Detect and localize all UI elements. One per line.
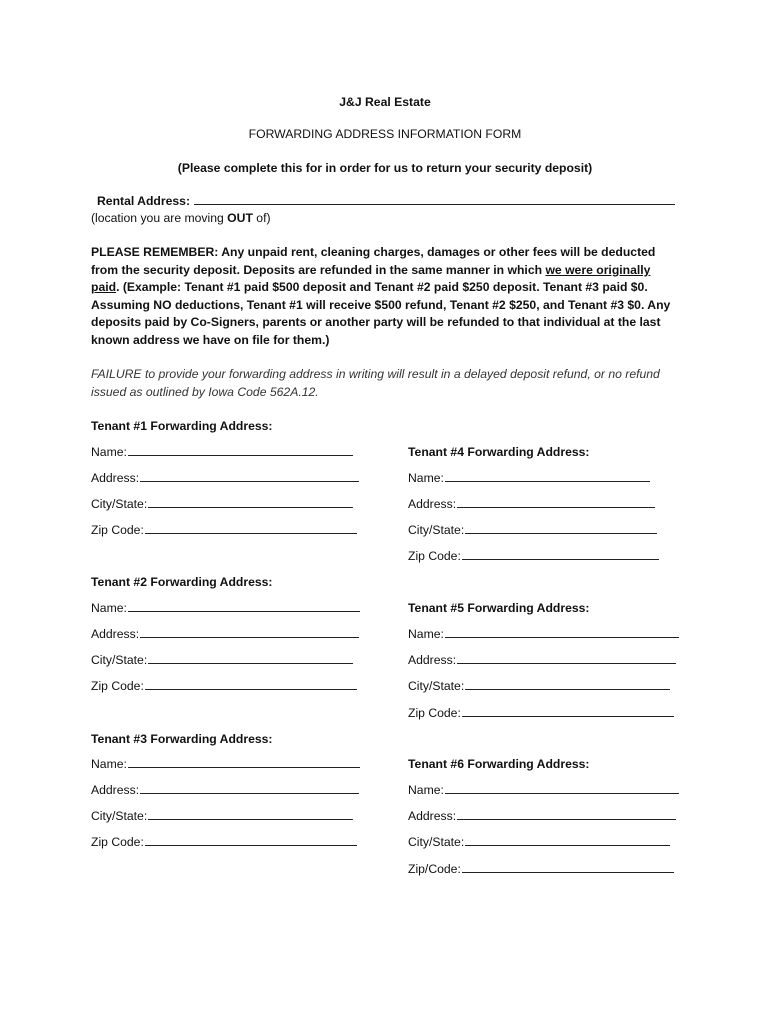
field-label: Address: (91, 471, 140, 485)
field-label: City/State: (408, 523, 465, 537)
tenant-4-zip-row (408, 548, 659, 564)
tenant-5-city-field[interactable] (465, 678, 670, 690)
rental-address-field[interactable] (194, 193, 675, 205)
tenant-3-city-row (91, 808, 353, 824)
tenant-2-address-row (91, 626, 359, 642)
tenant-6-name-row (408, 782, 679, 798)
field-label: Name: (408, 783, 444, 797)
form-instructions: (Please complete this for in order for us to return your security deposit) (177, 161, 593, 175)
tenant-6-address-field[interactable] (457, 808, 676, 820)
tenant-2-zip-field[interactable] (145, 678, 357, 690)
tenant-6-address-row (408, 808, 676, 824)
field-label: City/State: (408, 835, 465, 849)
tenant-6-zip-field[interactable] (462, 861, 674, 873)
tenant-1-address-row (91, 470, 359, 486)
tenant-6-zip-row (408, 861, 674, 877)
tenant-3-heading: Tenant #3 Forwarding Address: (91, 732, 273, 746)
rental-note-out: OUT (227, 211, 253, 225)
field-label: Zip Code: (91, 523, 144, 537)
tenant-1-address-field[interactable] (140, 470, 359, 482)
tenant-3-address-row (91, 782, 359, 798)
tenant-3-address-field[interactable] (140, 782, 359, 794)
field-label: City/State: (91, 809, 148, 823)
form-title: FORWARDING ADDRESS INFORMATION FORM (248, 127, 522, 141)
tenant-6-heading: Tenant #6 Forwarding Address: (408, 757, 590, 771)
field-label: Zip Code: (408, 549, 461, 563)
rental-address-row (97, 193, 675, 209)
tenant-1-city-field[interactable] (148, 496, 353, 508)
reminder-text-1: PLEASE REMEMBER: Any unpaid rent, cleaning charges, damages or other fees will be deducted from the security deposit. Deposits are refunded in the same manner in which (91, 245, 656, 277)
tenant-4-zip-field[interactable] (462, 548, 659, 560)
tenant-3-city-field[interactable] (148, 808, 353, 820)
tenant-1-zip-field[interactable] (145, 522, 357, 534)
tenant-6-city-field[interactable] (465, 834, 670, 846)
tenant-3-zip-field[interactable] (145, 834, 357, 846)
tenant-5-name-row (408, 626, 679, 642)
company-name: J&J Real Estate (339, 95, 431, 109)
rental-note-text: (location you are moving (91, 211, 228, 225)
tenant-1-name-row (91, 444, 353, 460)
tenant-3-name-field[interactable] (128, 756, 360, 768)
rental-address-note (91, 210, 271, 226)
reminder-text-2: . (Example: Tenant #1 paid $500 deposit and Tenant #2 paid $250 deposit. Tenant #3 paid $0. Assuming NO deductions, Tenant #1 will receive $500 refund, Tenant #2 $250, and Tenant #3 $0. Any deposits paid by Co-Signers, parents or another party will be refunded to that individual at the last known address we have on file for them.) (91, 280, 671, 347)
field-label: Address: (408, 653, 457, 667)
tenant-6-name-field[interactable] (445, 782, 679, 794)
tenant-2-zip-row (91, 678, 357, 694)
tenant-2-name-row (91, 600, 360, 616)
field-label: Zip Code: (408, 706, 461, 720)
tenant-1-city-row (91, 496, 353, 512)
field-label: Address: (408, 497, 457, 511)
tenant-3-name-row (91, 756, 360, 772)
tenant-1-zip-row (91, 522, 357, 538)
field-label: Zip Code: (91, 679, 144, 693)
rental-address-label: Rental Address: (97, 194, 191, 208)
tenant-5-heading: Tenant #5 Forwarding Address: (408, 601, 590, 615)
reminder-underlined: we were originally paid (91, 262, 651, 295)
tenant-4-address-field[interactable] (457, 496, 655, 508)
tenant-6-city-row (408, 834, 670, 850)
field-label: Address: (91, 783, 140, 797)
tenant-2-city-field[interactable] (148, 652, 353, 664)
field-label: Address: (91, 627, 140, 641)
tenant-5-address-field[interactable] (457, 652, 676, 664)
tenant-4-city-row (408, 522, 657, 538)
tenant-5-zip-field[interactable] (462, 705, 674, 717)
field-label: City/State: (408, 679, 465, 693)
tenant-4-city-field[interactable] (465, 522, 657, 534)
field-label: Zip/Code: (408, 862, 461, 876)
tenant-2-address-field[interactable] (140, 626, 359, 638)
field-label: Address: (408, 809, 457, 823)
field-label: Name: (408, 471, 444, 485)
field-label: Name: (408, 627, 444, 641)
failure-note: FAILURE to provide your forwarding address in writing will result in a delayed deposit refund, or no refund issued as outlined by Iowa Code 562A.12. (91, 367, 660, 399)
tenant-5-address-row (408, 652, 676, 668)
field-label: Name: (91, 757, 127, 771)
tenant-1-name-field[interactable] (128, 444, 353, 456)
tenant-4-name-field[interactable] (445, 470, 650, 482)
field-label: Name: (91, 445, 127, 459)
tenant-4-address-row (408, 496, 655, 512)
tenant-2-city-row (91, 652, 353, 668)
tenant-2-name-field[interactable] (128, 600, 360, 612)
reminder-paragraph (91, 244, 681, 350)
field-label: City/State: (91, 497, 148, 511)
tenant-5-name-field[interactable] (445, 626, 679, 638)
field-label: Zip Code: (91, 835, 144, 849)
tenant-5-zip-row (408, 705, 674, 721)
tenant-5-city-row (408, 678, 670, 694)
tenant-2-heading: Tenant #2 Forwarding Address: (91, 575, 273, 589)
field-label: Name: (91, 601, 127, 615)
tenant-3-zip-row (91, 834, 357, 850)
field-label: City/State: (91, 653, 148, 667)
tenant-4-heading: Tenant #4 Forwarding Address: (408, 445, 590, 459)
tenant-4-name-row (408, 470, 650, 486)
tenant-1-heading: Tenant #1 Forwarding Address: (91, 419, 273, 433)
rental-note-end: of) (252, 211, 271, 225)
